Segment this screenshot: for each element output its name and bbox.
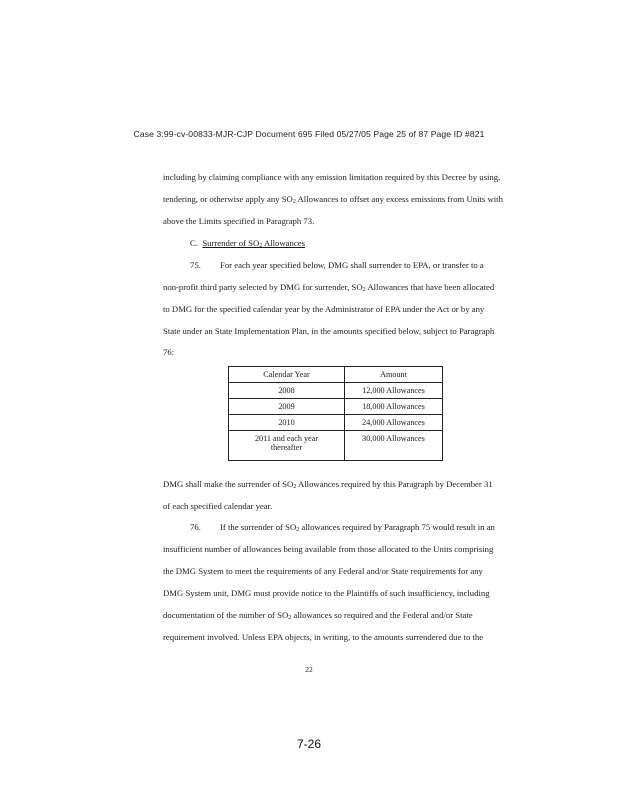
text-line: to DMG for the specified calendar year by the Administrator of EPA under the Act or by any: [163, 304, 485, 314]
text-line: tendering, or otherwise apply any $SO_2$ Allowances to offset any excess emissions from Units with: [163, 194, 503, 205]
text-line: above the Limits specified in Paragraph 73.: [163, 216, 315, 226]
table-row: [229, 399, 443, 415]
table-header-row: [229, 367, 443, 383]
text-line: documentation of the number of $SO_2$ allowances so required and the Federal and/or State: [163, 610, 473, 621]
text-line: DMG System unit, DMG must provide notice to the Plaintiffs of such insufficiency, including: [163, 588, 490, 598]
text-line: 76:: [163, 347, 175, 357]
table-row: [229, 383, 443, 399]
amount-cell: 30,000 Allowances: [345, 431, 443, 461]
text-line: requirement involved. Unless EPA objects, in writing, to the amounts surrendered due to the: [163, 632, 484, 642]
text-line: the DMG System to meet the requirements of any Federal and/or State requirements for any: [163, 566, 483, 576]
paragraph-number: 76.: [190, 522, 201, 532]
amount-cell: 18,000 Allowances: [345, 399, 443, 415]
amount-cell: 12,000 Allowances: [345, 383, 443, 399]
page-number: 22: [305, 665, 313, 674]
text-line: For each year specified below, DMG shall surrender to EPA, or transfer to a: [220, 260, 484, 270]
year-cell: 2009: [229, 399, 345, 415]
column-header-amount: Amount: [345, 367, 443, 383]
text-line: including by claiming compliance with any emission limitation required by this Decree by using,: [163, 172, 501, 182]
text-line: non-profit third party selected by DMG for surrender, $SO_2$ Allowances that have been allocated: [163, 282, 495, 293]
amount-cell: 24,000 Allowances: [345, 415, 443, 431]
table-row: [229, 431, 443, 461]
text-line: DMG shall make the surrender of $SO_2$ Allowances required by this Paragraph by December 31: [163, 479, 493, 490]
text-line: State under an State Implementation Plan, in the amounts specified below, subject to Paragraph: [163, 326, 495, 336]
year-cell: 2008: [229, 383, 345, 399]
section-heading: C. Surrender of $SO_2$ Allowances: [190, 238, 305, 249]
exhibit-page-label: 7-26: [296, 737, 322, 751]
column-header-year: Calendar Year: [229, 367, 345, 383]
paragraph-number: 75.: [190, 260, 201, 270]
year-cell: 2010: [229, 415, 345, 431]
allowance-table: [228, 366, 443, 461]
text-line: If the surrender of $SO_2$ allowances required by Paragraph 75 would result in an: [220, 522, 495, 533]
case-header: Case 3:99-cv-00833-MJR-CJP Document 695 Filed 05/27/05 Page 25 of 87 Page ID #821: [133, 129, 485, 139]
year-cell: 2011 and each year thereafter: [229, 431, 345, 461]
text-line: of each specified calendar year.: [163, 501, 273, 511]
table-row: [229, 415, 443, 431]
text-line: insufficient number of allowances being available from those allocated to the Units comprising: [163, 544, 494, 554]
